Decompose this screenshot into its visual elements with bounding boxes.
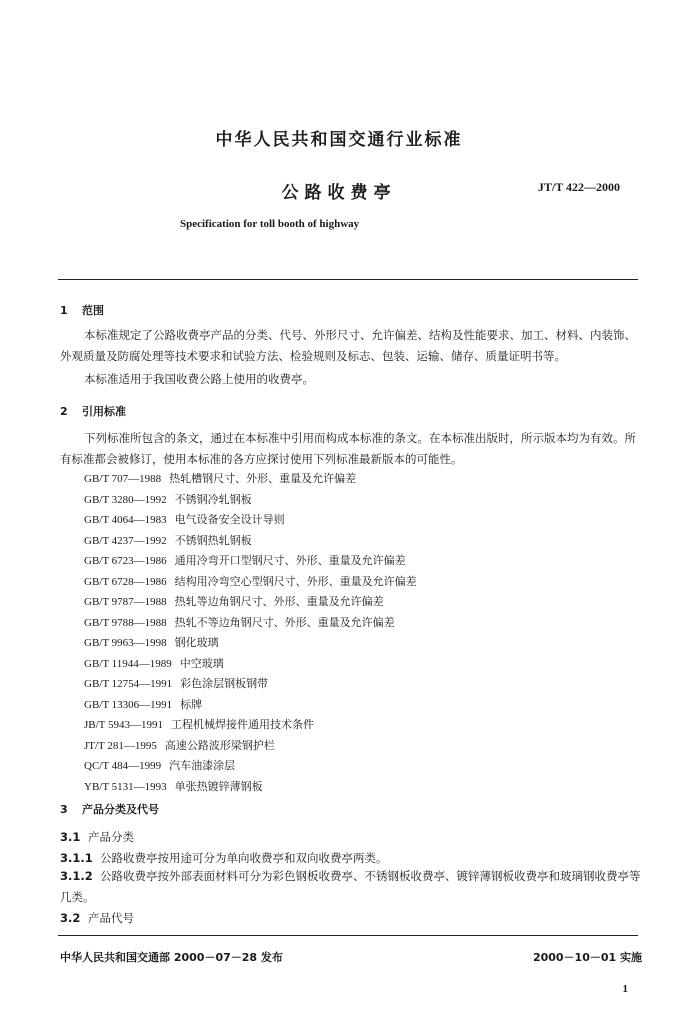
reference-title: 高速公路波形梁钢护栏 (164, 738, 275, 752)
section-2-intro: 下列标准所包含的条文，通过在本标准中引用而构成本标准的条文。在本标准出版时，所示版本均为有效。所有标准都会被修订，使用本标准的各方应探讨使用下列标准最新版本的可能性。 (60, 431, 636, 466)
section-title: 范围 (82, 304, 104, 317)
reference-code: GB/T 3280—1992 (84, 493, 167, 506)
reference-item (84, 655, 417, 676)
reference-title: 热轧等边角钢尺寸、外形、重量及允许偏差 (174, 595, 384, 608)
subsection-text: 公路收费亭按用途可分为单向收费亭和双向收费亭两类。 (100, 851, 388, 865)
reference-title: 热轧不等边角钢尺寸、外形、重量及允许偏差 (174, 615, 395, 629)
english-title: Specification for toll booth of highway (180, 218, 360, 230)
reference-title: 钢化玻璃 (174, 636, 219, 649)
standard-number: JT/T 422—2000 (537, 180, 620, 194)
reference-title: 电气设备安全设计导则 (174, 513, 285, 526)
reference-list (84, 470, 417, 798)
reference-item (84, 696, 417, 717)
subsection-3-2 (60, 910, 134, 926)
subsection-3-1-2 (60, 866, 642, 908)
subsection-number: 3.2 (60, 911, 81, 925)
reference-title: 不锈钢冷轧钢板 (174, 492, 252, 506)
reference-title: 不锈钢热轧钢板 (174, 533, 252, 547)
reference-code: GB/T 4237—1992 (84, 534, 167, 547)
reference-code: GB/T 6723—1986 (84, 555, 167, 567)
reference-item (84, 614, 417, 635)
section-2-heading (60, 403, 126, 419)
reference-code: JB/T 5943—1991 (84, 719, 163, 731)
reference-item (84, 573, 417, 594)
section-1-paragraph-1: 本标准规定了公路收费亭产品的分类、代号、外形尺寸、允许偏差、结构及性能要求、加工、材料、内装饰、外观质量及防腐处理等技术要求和试验方法、检验规则及标志、包装、运输、储存、质量证明书等。 (60, 328, 636, 363)
reference-title: 结构用冷弯空心型钢尺寸、外形、重量及允许偏差 (174, 574, 417, 588)
reference-item (84, 737, 417, 758)
reference-item (84, 552, 417, 573)
reference-title: 标牌 (180, 697, 203, 711)
reference-code: GB/T 9788—1988 (84, 616, 167, 629)
reference-title: 汽车油漆涂层 (169, 759, 236, 772)
reference-code: YB/T 5131—1993 (84, 780, 167, 793)
section-1-heading (60, 302, 104, 318)
reference-item (84, 491, 417, 512)
reference-title: 中空玻璃 (179, 656, 224, 670)
section-number: 1 (60, 304, 68, 317)
subsection-number: 3.1.2 (60, 869, 93, 883)
document-title: 公路收费亭 (281, 183, 397, 203)
reference-item (84, 675, 417, 696)
reference-item (84, 532, 417, 553)
reference-code: JT/T 281—1995 (84, 739, 157, 752)
implementation-date: 2000－10－01 实施 (532, 951, 642, 964)
footer-divider (58, 935, 638, 936)
subsection-title: 产品代号 (88, 911, 134, 925)
reference-code: GB/T 9787—1988 (84, 596, 167, 608)
reference-code: GB/T 13306—1991 (84, 698, 173, 711)
reference-item (84, 470, 417, 491)
reference-item (84, 778, 417, 799)
reference-code: GB/T 707—1988 (84, 473, 162, 485)
subsection-3-1-1 (60, 850, 388, 866)
reference-code: GB/T 4064—1983 (84, 514, 167, 526)
issue-date: 中华人民共和国交通部 2000－07－28 发布 (60, 951, 283, 964)
section-title: 引用标准 (82, 405, 126, 418)
reference-title: 彩色涂层钢板钢带 (180, 677, 269, 690)
reference-item (84, 757, 417, 778)
reference-item (84, 716, 417, 737)
reference-code: QC/T 484—1999 (84, 760, 162, 772)
reference-item (84, 511, 417, 532)
subsection-3-1 (60, 829, 134, 845)
standard-series-title: 中华人民共和国交通行业标准 (215, 130, 463, 150)
page-number: 1 (622, 983, 628, 995)
reference-code: GB/T 6728—1986 (84, 575, 167, 588)
reference-title: 工程机械焊接件通用技术条件 (170, 718, 314, 731)
subsection-number: 3.1 (60, 830, 81, 844)
section-title: 产品分类及代号 (82, 803, 159, 816)
reference-code: GB/T 11944—1989 (84, 657, 172, 670)
reference-item (84, 634, 417, 655)
reference-item (84, 593, 417, 614)
subsection-text: 公路收费亭按外部表面材料可分为彩色钢板收费亭、不锈钢板收费亭、镀锌薄钢板收费亭和玻璃钢收费亭等几类。 (60, 869, 641, 904)
header-divider (58, 279, 638, 280)
reference-title: 热轧槽钢尺寸、外形、重量及允许偏差 (169, 472, 357, 485)
section-number: 3 (60, 803, 68, 816)
section-1-paragraph-2: 本标准适用于我国收费公路上使用的收费亭。 (84, 372, 314, 386)
reference-code: GB/T 9963—1998 (84, 637, 167, 649)
section-number: 2 (60, 405, 68, 418)
reference-title: 单张热镀锌薄钢板 (174, 779, 263, 793)
subsection-number: 3.1.1 (60, 851, 93, 865)
reference-title: 通用冷弯开口型钢尺寸、外形、重量及允许偏差 (174, 554, 406, 567)
subsection-title: 产品分类 (88, 830, 134, 844)
reference-code: GB/T 12754—1991 (84, 678, 173, 690)
section-3-heading (60, 801, 159, 817)
